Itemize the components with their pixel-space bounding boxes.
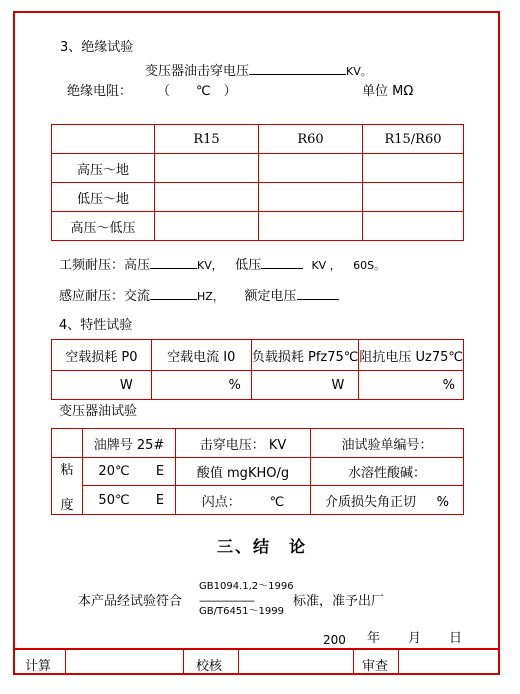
viscosity-char-2: 度 bbox=[60, 498, 74, 513]
header-r15-r60: R15/R60 bbox=[363, 125, 464, 154]
review-sign-cell[interactable] bbox=[398, 650, 399, 675]
power-frequency-line bbox=[59, 256, 385, 274]
cell-hv-ground-r60[interactable] bbox=[259, 154, 363, 183]
review-label: 审查 bbox=[362, 659, 389, 674]
standard-bottom: GB/T6451～1999 bbox=[199, 606, 284, 617]
load-loss-cell[interactable]: W bbox=[251, 371, 359, 400]
row-label-lv-ground: 低压～地 bbox=[52, 183, 155, 212]
cell-hv-lv-r60[interactable] bbox=[259, 212, 363, 241]
oil-test-table bbox=[51, 428, 464, 515]
no-load-loss-cell[interactable]: W bbox=[52, 371, 152, 400]
water-soluble-acid[interactable]: 水溶性酸碱： bbox=[311, 458, 464, 486]
pf-hv-blank[interactable] bbox=[150, 256, 197, 269]
flash-point-cell[interactable] bbox=[176, 486, 311, 515]
signature-row bbox=[13, 648, 500, 675]
standard-dash: —————— bbox=[199, 594, 253, 607]
check-label: 校核 bbox=[196, 659, 223, 674]
oil-grade: 油牌号 25# bbox=[83, 429, 176, 458]
header-impedance-voltage: 阻抗电压 Uz75℃ bbox=[359, 340, 464, 371]
date-year-prefix: 200 bbox=[323, 633, 346, 647]
flash-point-label: 闪点： bbox=[201, 494, 241, 510]
no-load-current-cell[interactable]: % bbox=[151, 371, 251, 400]
resistance-label: 绝缘电阻： bbox=[67, 84, 133, 99]
viscosity-50c-unit[interactable]: E bbox=[145, 486, 176, 515]
calc-divider bbox=[183, 650, 184, 675]
dielectric-unit: % bbox=[436, 494, 450, 510]
pf-hv-unit: KV， bbox=[197, 259, 223, 272]
pf-prefix: 工频耐压：高压 bbox=[59, 258, 151, 273]
unit-label: 单位 MΩ bbox=[362, 84, 414, 99]
iv-rated-blank[interactable] bbox=[297, 287, 339, 300]
cell-hv-lv-ratio[interactable] bbox=[363, 212, 464, 241]
insulation-table bbox=[51, 124, 464, 241]
check-sign-cell[interactable] bbox=[238, 650, 239, 675]
calc-sign-cell[interactable] bbox=[65, 650, 66, 675]
temperature-paren: （ ℃ ） bbox=[157, 84, 237, 99]
pf-lv-blank[interactable] bbox=[261, 256, 303, 269]
cell-hv-ground-ratio[interactable] bbox=[363, 154, 464, 183]
calc-label: 计算 bbox=[25, 659, 52, 674]
pf-lv-label: 低压 bbox=[235, 258, 262, 273]
header-no-load-loss: 空载损耗 P0 bbox=[52, 340, 152, 371]
cell-lv-ground-r60[interactable] bbox=[259, 183, 363, 212]
oil-test-heading: 变压器油试验 bbox=[59, 404, 138, 419]
pf-duration: 60S。 bbox=[353, 259, 386, 272]
cell-lv-ground-r15[interactable] bbox=[155, 183, 259, 212]
header-r15: R15 bbox=[155, 125, 259, 154]
conclusion-suffix: 标准，准予出厂 bbox=[293, 594, 385, 609]
insulation-heading: 3、绝缘试验 bbox=[60, 40, 134, 55]
pf-lv-unit: KV ， bbox=[311, 259, 341, 272]
temp-50c: 50℃ bbox=[83, 486, 146, 515]
oil-breakdown-unit: KV。 bbox=[346, 65, 372, 78]
iv-prefix: 感应耐压：交流 bbox=[59, 289, 151, 304]
oil-breakdown-label: 变压器油击穿电压 bbox=[145, 64, 250, 79]
acid-value[interactable]: 酸值 mgKHO/g bbox=[176, 458, 311, 486]
cell-lv-ground-ratio[interactable] bbox=[363, 183, 464, 212]
insulation-header-blank bbox=[52, 125, 155, 154]
header-r60: R60 bbox=[259, 125, 363, 154]
viscosity-label bbox=[52, 458, 83, 515]
row-label-hv-lv: 高压～低压 bbox=[52, 212, 155, 241]
row-label-hv-ground: 高压～地 bbox=[52, 154, 155, 183]
iv-rated-label: 额定电压 bbox=[244, 289, 297, 304]
viscosity-20c-unit[interactable]: E bbox=[145, 458, 176, 486]
header-load-loss: 负载损耗 Pfz75℃ bbox=[251, 340, 359, 371]
dielectric-cell[interactable] bbox=[311, 486, 464, 515]
conclusion-title: 三、结 论 bbox=[217, 537, 308, 556]
header-no-load-current: 空载电流 I0 bbox=[151, 340, 251, 371]
date-year: 年 bbox=[367, 631, 381, 646]
oil-test-corner bbox=[52, 429, 83, 458]
characteristic-heading: 4、特性试验 bbox=[59, 318, 133, 333]
induced-voltage-line bbox=[59, 287, 339, 305]
breakdown-voltage: 击穿电压： KV bbox=[176, 429, 311, 458]
cell-hv-ground-r15[interactable] bbox=[155, 154, 259, 183]
impedance-voltage-cell[interactable]: % bbox=[359, 371, 464, 400]
cell-hv-lv-r15[interactable] bbox=[155, 212, 259, 241]
oil-breakdown-blank[interactable] bbox=[249, 62, 346, 75]
standard-top: GB1094.1,2～1996 bbox=[199, 581, 294, 592]
temp-20c: 20℃ bbox=[83, 458, 146, 486]
conclusion-prefix: 本产品经试验符合 bbox=[78, 594, 183, 609]
dielectric-label: 介质损失角正切 bbox=[324, 494, 416, 510]
oil-report-number: 油试验单编号： bbox=[311, 429, 464, 458]
oil-breakdown-line bbox=[145, 62, 372, 80]
viscosity-char-1: 粘 bbox=[60, 463, 74, 478]
check-divider bbox=[353, 650, 354, 675]
date-day: 日 bbox=[449, 631, 463, 646]
characteristic-table bbox=[51, 339, 464, 400]
iv-freq-blank[interactable] bbox=[150, 287, 197, 300]
date-month: 月 bbox=[408, 631, 422, 646]
flash-point-unit: ℃ bbox=[269, 494, 285, 510]
iv-freq-unit: HZ， bbox=[197, 290, 224, 303]
